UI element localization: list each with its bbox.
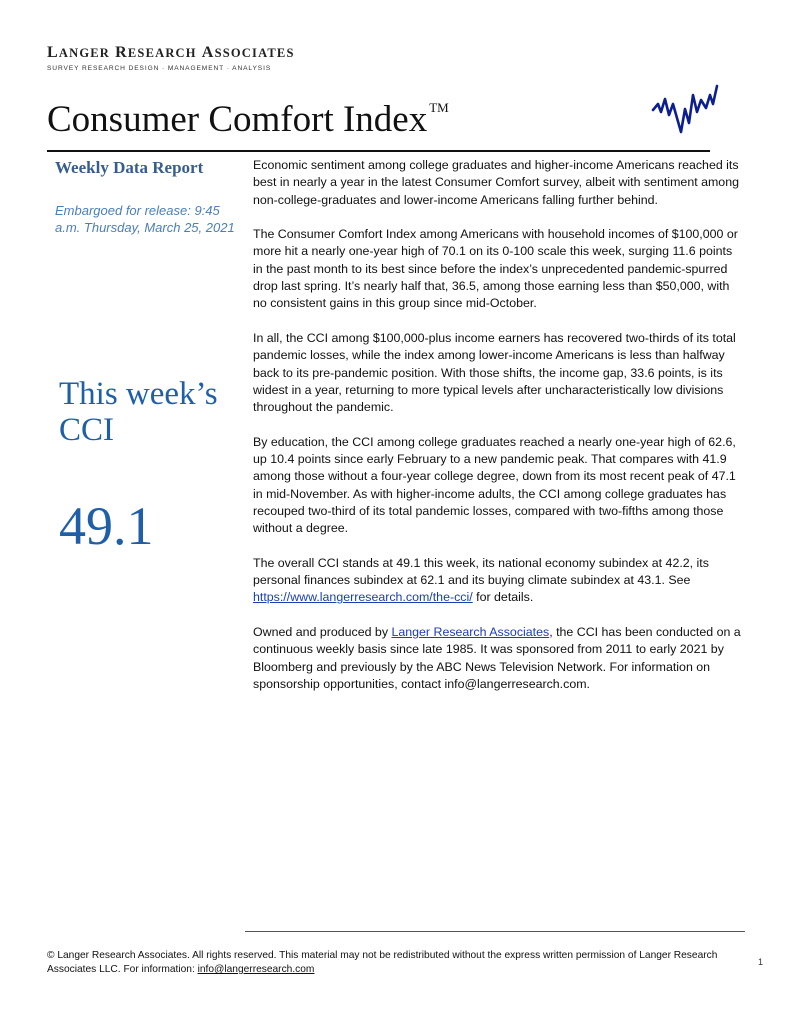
footer-email-link[interactable]: info@langerresearch.com xyxy=(197,964,315,975)
header-divider xyxy=(47,150,710,152)
trademark-mark: TM xyxy=(429,99,449,115)
report-body xyxy=(253,157,741,711)
paragraph-5-text-b: for details. xyxy=(472,590,534,605)
company-name-text: LANGER RESEARCH ASSOCIATES xyxy=(47,44,295,61)
paragraph-5-text-a: The overall CCI stands at 49.1 this week, its national economy subindex at 42.2, its personal finances subindex at 62.1 and its buying climate subindex at 43.1. See xyxy=(253,555,709,588)
paragraph-1: Economic sentiment among college graduates and higher-income Americans reached its best in nearly a year in the latest Consumer Comfort survey, albeit with sentiment among non-college-graduates and lower-income Americans falling further behind. xyxy=(253,158,739,207)
page-title-text: Consumer Comfort Index xyxy=(47,99,428,140)
trend-line-icon xyxy=(650,82,720,140)
langer-research-link[interactable]: Langer Research Associates xyxy=(391,625,550,640)
paragraph-4: By education, the CCI among college graduates reached a nearly one-year high of 62.6, up 10.4 points since early February to a new pandemic peak. That compares with 41.9 among those without a four-year college degree, down from its most recent peak of 47.1 in mid-November. As with higher-income adults, the CCI among college graduates has recouped two-third of its total pandemic losses, compared with two-fifths among those without a degree. xyxy=(253,434,736,536)
cci-label: This week’s CCI xyxy=(59,376,218,448)
embargo-notice: Embargoed for release: 9:45 a.m. Thursday, March 25, 2021 xyxy=(55,203,235,235)
footer-divider xyxy=(245,931,745,932)
company-name xyxy=(47,44,295,62)
company-tagline: SURVEY RESEARCH DESIGN · MANAGEMENT · ANALYSIS xyxy=(47,65,272,72)
report-type-label: Weekly Data Report xyxy=(55,158,204,177)
cci-value: 49.1 xyxy=(59,496,154,556)
copyright-text: © Langer Research Associates. All rights reserved. This material may not be redistributed without the express written permission of Langer Research Associates LLC. For information: xyxy=(47,950,718,975)
paragraph-3: In all, the CCI among $100,000-plus income earners has recovered two-thirds of its total pandemic losses, while the index among lower-income Americans is less than halfway back to its pre-pandemic position. With those shifts, the income gap, 33.6 points, is its widest in a year, returning to more typical levels after uncharacteristically low divisions throughout the pandemic. xyxy=(253,330,736,415)
paragraph-6 xyxy=(253,624,741,693)
paragraph-6-text-a: Owned and produced by xyxy=(253,625,392,640)
paragraph-5 xyxy=(253,555,741,607)
page-number: 1 xyxy=(758,957,764,967)
page-title xyxy=(47,98,449,141)
copyright-footer xyxy=(47,949,747,977)
cci-website-link[interactable]: https://www.langerresearch.com/the-cci/ xyxy=(253,590,473,605)
paragraph-6-text-b: , the CCI has been conducted on a continuous weekly basis since late 1985. It was sponsored from 2011 to early 2021 by Bloomberg and previously by the ABC News Television Network. For information on sponsorship opportunities, contact info@langerresearch.com. xyxy=(253,625,741,691)
paragraph-2: The Consumer Comfort Index among Americans with household incomes of $100,000 or more hit a nearly one-year high of 70.1 on its 0-100 scale this week, surging 11.6 points in the past month to its best since before the index’s unprecedented pandemic-spurred drop last spring. It’s nearly half that, 36.5, among those earning less than $50,000, with no consistent gains in this group since mid-October. xyxy=(253,227,738,311)
